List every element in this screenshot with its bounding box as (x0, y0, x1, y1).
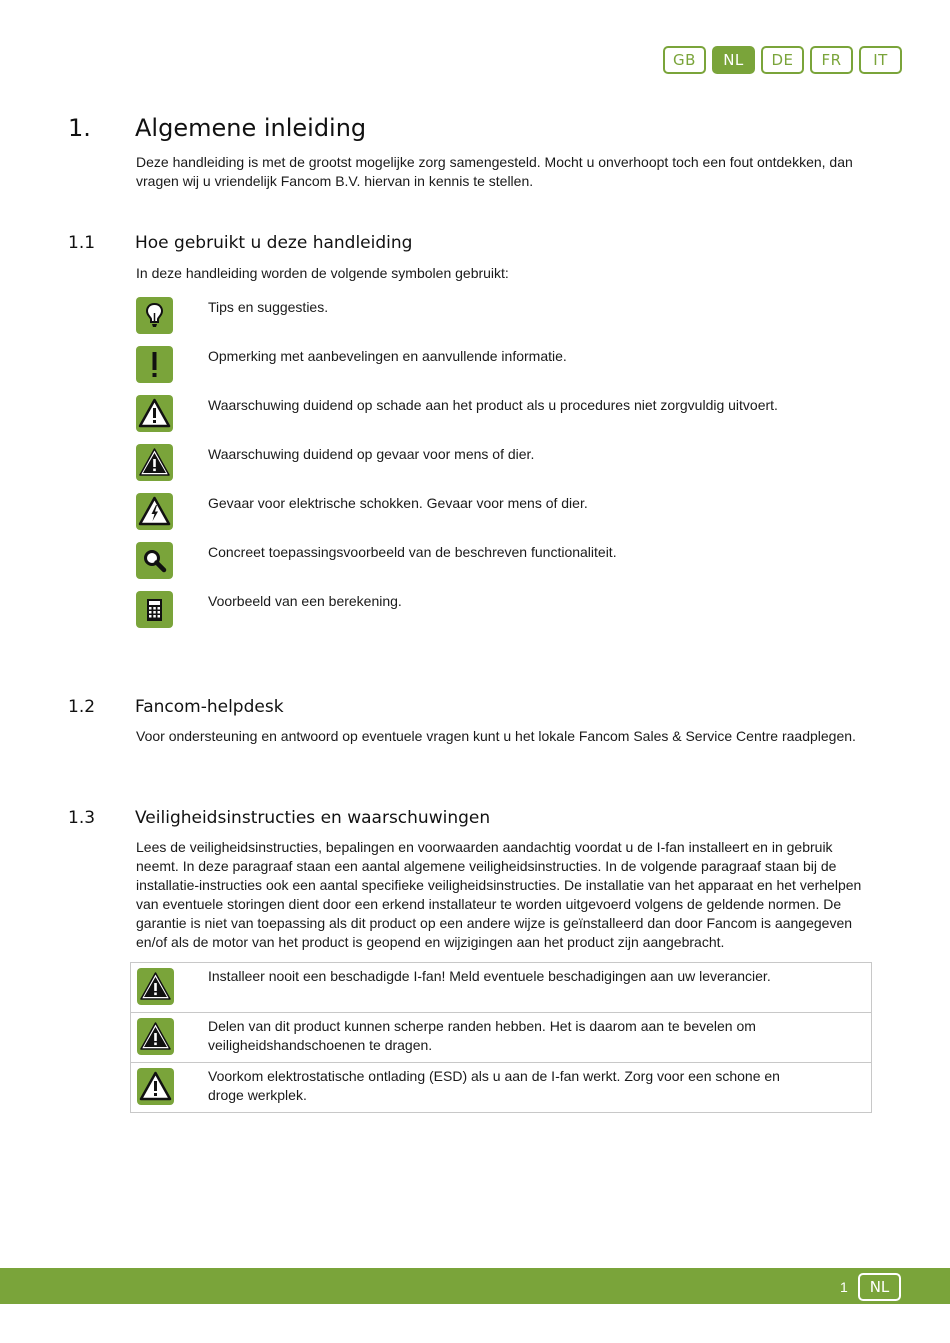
warning-solid-icon (137, 1018, 174, 1055)
symbol-description: Opmerking met aanbevelingen en aanvullende informatie. (208, 348, 567, 364)
page-number: 1 (840, 1279, 848, 1295)
lang-tab-nl[interactable]: NL (712, 46, 755, 74)
symbol-description: Waarschuwing duidend op gevaar voor mens of dier. (208, 446, 535, 462)
section-title: Hoe gebruikt u deze handleiding (135, 233, 413, 253)
language-tabs (663, 46, 902, 74)
section-number: 1.3 (68, 808, 96, 828)
warning-solid-icon (136, 444, 173, 481)
warning-solid-icon (137, 968, 174, 1005)
warning-row (131, 963, 871, 1012)
lang-tab-de[interactable]: DE (761, 46, 804, 74)
symbol-row (136, 395, 876, 433)
section-title: Algemene inleiding (135, 114, 367, 142)
symbol-row (136, 346, 876, 384)
symbol-row (136, 444, 876, 482)
warning-row (131, 1062, 871, 1112)
symbol-description: Tips en suggesties. (208, 299, 329, 315)
warning-outline-icon (137, 1068, 174, 1105)
symbol-description: Waarschuwing duidend op schade aan het product als u procedures niet zorgvuldig uitvoert. (208, 397, 778, 413)
section-title: Veiligheidsinstructies en waarschuwingen (135, 808, 491, 828)
lang-tab-fr[interactable]: FR (810, 46, 853, 74)
electric-shock-icon (136, 493, 173, 530)
section-number: 1.1 (68, 233, 96, 253)
magnifier-icon (136, 542, 173, 579)
warning-row (131, 1012, 871, 1062)
exclamation-icon (136, 346, 173, 383)
section-1-1-intro: In deze handleiding worden de volgende symbolen gebruikt: (136, 265, 509, 281)
calculator-icon (136, 591, 173, 628)
section-1-3-text: Lees de veiligheidsinstructies, bepalingen en voorwaarden aandachtig voordat u de I-fan installeert en in gebruik neemt. In deze paragraaf staan een aantal algemene veiligheidsinstructies. In de volgende paragraaf staan bij de installatie-instructies ook een aantal specifieke veiligheidsinstructies. De installatie van het apparaat en het verhelpen van eventuele storingen dient door een erkend installateur te worden uitgevoerd volgens de geldende normen. De garantie is niet van toepassing als dit product op een andere wijze is geïnstalleerd dan door Fancom is aangegeven en/of als de motor van het product is geopend en wijzigingen aan het product zijn aangebracht. (136, 839, 862, 950)
symbol-row (136, 297, 876, 335)
warning-text: Installeer nooit een beschadigde I-fan! Meld eventuele beschadigingen aan uw leverancier. (208, 968, 771, 984)
section-1-2-text: Voor ondersteuning en antwoord op eventuele vragen kunt u het lokale Fancom Sales & Service Centre raadplegen. (136, 728, 856, 744)
section-1-text: Deze handleiding is met de grootst mogelijke zorg samengesteld. Mocht u onverhoopt toch een fout ontdekken, dan vragen wij u vriendelijk Fancom B.V. hiervan in kennis te stellen. (136, 154, 853, 189)
symbol-description: Gevaar voor elektrische schokken. Gevaar voor mens of dier. (208, 495, 588, 511)
warning-outline-icon (136, 395, 173, 432)
warning-text: Voorkom elektrostatische ontlading (ESD) als u aan de I-fan werkt. Zorg voor een schone en droge werkplek. (208, 1068, 780, 1103)
section-number: 1. (68, 114, 91, 142)
lightbulb-icon (136, 297, 173, 334)
lang-tab-gb[interactable]: GB (663, 46, 706, 74)
section-title: Fancom-helpdesk (135, 697, 284, 717)
symbol-row (136, 493, 876, 531)
safety-warnings-table (130, 962, 872, 1113)
symbol-row (136, 591, 876, 629)
warning-text: Delen van dit product kunnen scherpe randen hebben. Het is daarom aan te bevelen om veiligheidshandschoenen te dragen. (208, 1018, 756, 1053)
symbol-row (136, 542, 876, 580)
symbol-description: Voorbeeld van een berekening. (208, 593, 402, 609)
symbol-description: Concreet toepassingsvoorbeeld van de beschreven functionaliteit. (208, 544, 617, 560)
section-number: 1.2 (68, 697, 96, 717)
footer-language-badge: NL (858, 1273, 901, 1301)
lang-tab-it[interactable]: IT (859, 46, 902, 74)
footer-bar (0, 1268, 950, 1304)
